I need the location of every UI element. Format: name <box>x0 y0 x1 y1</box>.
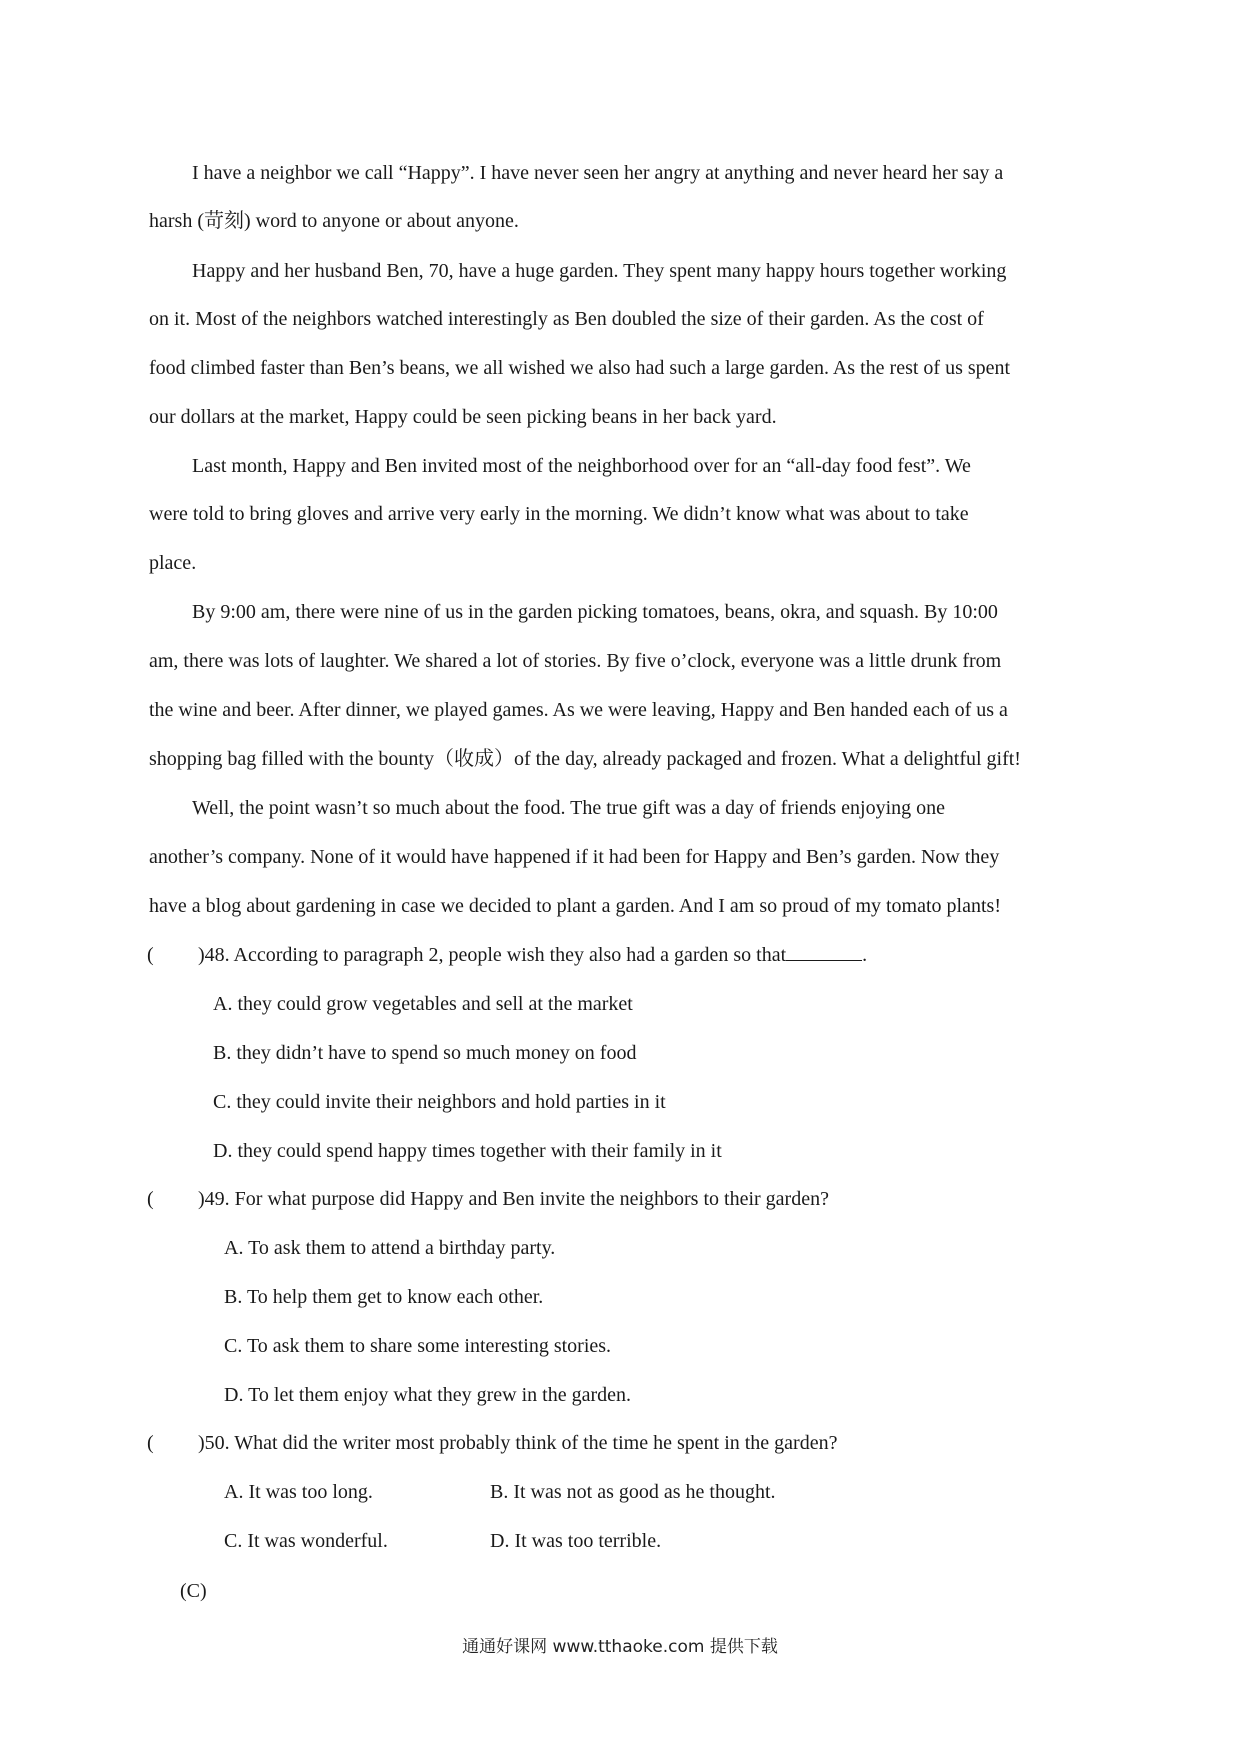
question-stem: )50. What did the writer most probably think of the time he spent in the garden? <box>198 1432 838 1454</box>
option-b: B. they didn’t have to spend so much money on food <box>213 1042 637 1064</box>
passage-line: Last month, Happy and Ben invited most of the neighborhood over for an “all-day food fest”. We <box>192 455 971 477</box>
passage-line: By 9:00 am, there were nine of us in the garden picking tomatoes, beans, okra, and squash. By 10:00 <box>192 601 998 623</box>
question-stem: )49. For what purpose did Happy and Ben invite the neighbors to their garden? <box>198 1188 829 1210</box>
passage-line: have a blog about gardening in case we decided to plant a garden. And I am so proud of my tomato plants! <box>149 895 1001 917</box>
passage-line: am, there was lots of laughter. We shared a lot of stories. By five o’clock, everyone was a little drunk from <box>149 650 1002 672</box>
passage-line: food climbed faster than Ben’s beans, we all wished we also had such a large garden. As the rest of us spent <box>149 357 1011 379</box>
question-stem-end: . <box>862 944 868 966</box>
passage-line: shopping bag filled with the bounty（收成）of the day, already packaged and frozen. What a delightful gift! <box>149 748 1021 770</box>
passage-line: were told to bring gloves and arrive very early in the morning. We didn’t know what was about to take <box>149 503 969 525</box>
question-stem-text: )48. According to paragraph 2, people wish they also had a garden so that <box>198 944 787 966</box>
option-c: C. they could invite their neighbors and hold parties in it <box>213 1091 666 1113</box>
option-d: D. they could spend happy times together with their family in it <box>213 1140 722 1162</box>
option-d: D. It was too terrible. <box>490 1530 662 1552</box>
passage-line: place. <box>149 552 197 574</box>
answer-paren: ( <box>147 1188 154 1210</box>
option-b: B. To help them get to know each other. <box>224 1286 544 1308</box>
option-c: C. It was wonderful. <box>224 1530 388 1552</box>
page-footer: 通通好课网 www.tthaoke.com 提供下载 <box>462 1637 778 1657</box>
passage-line: harsh (苛刻) word to anyone or about anyone. <box>149 210 519 232</box>
option-c: C. To ask them to share some interesting stories. <box>224 1335 612 1357</box>
passage-line: another’s company. None of it would have happened if it had been for Happy and Ben’s garden. Now they <box>149 846 1000 868</box>
option-b: B. It was not as good as he thought. <box>490 1481 776 1503</box>
answer-blank <box>786 942 862 961</box>
option-a: A. It was too long. <box>224 1481 373 1503</box>
passage-line: Happy and her husband Ben, 70, have a huge garden. They spent many happy hours together working <box>192 260 1007 282</box>
option-a: A. they could grow vegetables and sell at the market <box>213 993 633 1015</box>
section-label: (C) <box>180 1580 207 1602</box>
option-a: A. To ask them to attend a birthday party. <box>224 1237 556 1259</box>
answer-paren: ( <box>147 1432 154 1454</box>
passage-line: the wine and beer. After dinner, we played games. As we were leaving, Happy and Ben handed each of us a <box>149 699 1008 721</box>
question-stem <box>198 941 867 969</box>
option-d: D. To let them enjoy what they grew in the garden. <box>224 1384 632 1406</box>
passage-line: our dollars at the market, Happy could be seen picking beans in her back yard. <box>149 406 777 428</box>
passage-line: Well, the point wasn’t so much about the food. The true gift was a day of friends enjoying one <box>192 797 946 819</box>
passage-line: on it. Most of the neighbors watched interestingly as Ben doubled the size of their garden. As the cost of <box>149 308 984 330</box>
passage-line: I have a neighbor we call “Happy”. I have never seen her angry at anything and never heard her say a <box>192 162 1004 184</box>
answer-paren: ( <box>147 944 154 966</box>
